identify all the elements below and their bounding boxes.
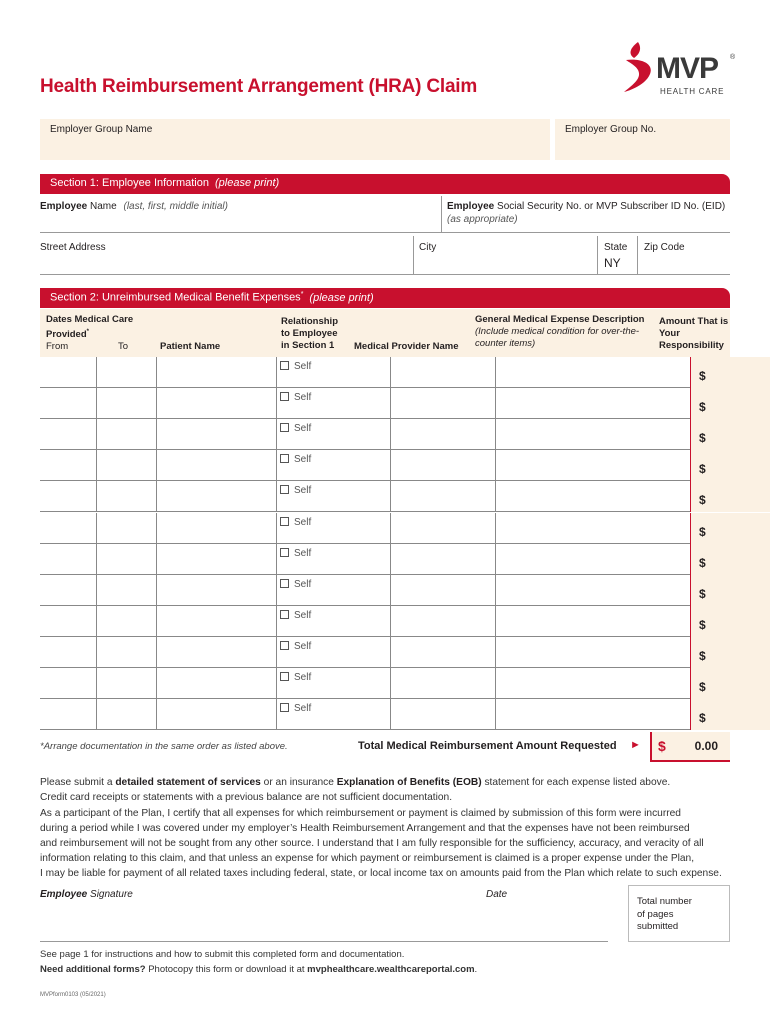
checkbox-icon[interactable] — [280, 423, 289, 432]
employee-id-label-bold: Employee — [447, 201, 495, 212]
instr-text: or an insurance — [260, 777, 337, 788]
table-row — [40, 699, 730, 730]
self-label: Self — [294, 392, 312, 404]
currency-symbol: $ — [699, 680, 706, 694]
cell-divider — [156, 544, 157, 575]
cell-divider — [276, 637, 277, 668]
table-row — [40, 419, 730, 450]
total-amount-value: 0.00 — [694, 739, 718, 753]
section2-title: Section 2: Unreimbursed Medical Benefit Expenses — [50, 291, 301, 304]
cert-line: and reimbursement will not be sought from any other source. I understand that I am fully responsible for the sufficiency, accuracy, and veracity of all — [40, 838, 704, 849]
table-row — [40, 668, 730, 699]
employee-name-label-bold: Employee — [40, 201, 88, 212]
checkbox-icon[interactable] — [280, 641, 289, 650]
cell-divider — [495, 450, 496, 481]
cell-divider — [495, 699, 496, 730]
checkbox-icon[interactable] — [280, 361, 289, 370]
self-label: Self — [294, 672, 312, 683]
col-description-label: General Medical Expense Description — [475, 314, 645, 325]
pages-label: submitted — [637, 921, 679, 932]
submission-instructions — [40, 775, 730, 805]
employee-id-field[interactable] — [447, 200, 732, 226]
checkbox-icon[interactable] — [280, 610, 289, 619]
cell-divider — [156, 699, 157, 730]
footer-bold: Need additional forms? — [40, 964, 146, 975]
total-amount-field[interactable] — [650, 732, 730, 762]
self-checkbox[interactable] — [280, 703, 311, 714]
cert-line: during a period while I was covered under my employer’s Health Reimbursement Arrangement and that the expenses have not been reimbursed — [40, 823, 690, 834]
checkbox-icon[interactable] — [280, 517, 289, 526]
footer-text: . — [474, 964, 478, 975]
cell-divider — [390, 544, 391, 575]
cell-divider — [276, 544, 277, 575]
street-address-field[interactable] — [40, 241, 106, 254]
col-description-hint: (Include medical condition for over-the-counter items) — [475, 326, 640, 349]
col-dates-sup: * — [86, 329, 89, 335]
city-field[interactable] — [419, 241, 436, 254]
divider — [40, 232, 730, 233]
logo-subtext: HEALTH CARE — [660, 87, 725, 96]
cell-divider — [156, 357, 157, 388]
zip-code-field[interactable] — [644, 241, 685, 254]
checkbox-icon[interactable] — [280, 485, 289, 494]
table-row — [40, 544, 730, 575]
self-label: Self — [294, 423, 312, 435]
street-address-label: Street Address — [40, 242, 106, 253]
self-label: Self — [294, 640, 312, 652]
amount-field[interactable] — [690, 450, 770, 481]
cell-divider — [156, 450, 157, 481]
col-relationship-header: Relationship to Employee in Section 1 — [281, 316, 339, 351]
self-checkbox[interactable] — [280, 361, 311, 372]
self-label: Self — [294, 703, 312, 715]
employee-id-label: Social Security No. or MVP Subscriber ID No. (EID) — [494, 201, 726, 212]
cell-divider — [276, 575, 277, 606]
amount-field[interactable] — [690, 668, 770, 699]
date-field[interactable] — [486, 889, 507, 900]
currency-symbol: $ — [699, 617, 706, 632]
total-label: Total Medical Reimbursement Amount Requested — [358, 740, 617, 752]
cell-divider — [495, 575, 496, 606]
self-checkbox[interactable] — [280, 517, 311, 528]
checkbox-icon[interactable] — [280, 392, 289, 401]
table-row — [40, 637, 730, 668]
instr-bold: detailed statement of services — [115, 777, 261, 788]
section1-title: Section 1: Employee Information — [50, 177, 209, 189]
footnote: *Arrange documentation in the same order as listed above. — [40, 741, 288, 752]
arrow-right-icon: ► — [630, 739, 641, 751]
currency-symbol: $ — [699, 586, 706, 601]
amount-field[interactable] — [690, 699, 770, 730]
divider — [441, 196, 442, 232]
amount-field[interactable] — [690, 606, 770, 637]
cell-divider — [156, 388, 157, 419]
table-row — [40, 513, 730, 544]
logo-text: MVP — [656, 52, 719, 85]
cell-divider — [390, 388, 391, 419]
table-row — [40, 481, 730, 512]
col-amount-header: Amount That is Your Responsibility — [659, 316, 729, 351]
cell-divider — [96, 606, 97, 637]
divider — [637, 236, 638, 274]
cell-divider — [495, 419, 496, 450]
self-label: Self — [294, 547, 312, 559]
cell-divider — [495, 388, 496, 419]
state-label: State — [604, 242, 628, 253]
cell-divider — [390, 637, 391, 668]
cell-divider — [96, 419, 97, 450]
section2-note: (please print) — [309, 291, 374, 304]
cell-divider — [390, 513, 391, 544]
cert-line: information relating to this claim, and that unless an expense for which payment or reimbursement is claimed is a proper expense under the Plan, — [40, 853, 695, 864]
cell-divider — [276, 450, 277, 481]
cell-divider — [96, 668, 97, 699]
col-description-header — [475, 314, 650, 350]
logo-registered-mark: ® — [730, 54, 736, 61]
self-checkbox[interactable] — [280, 423, 311, 434]
cell-divider — [276, 481, 277, 512]
table-row — [40, 575, 730, 606]
cell-divider — [96, 388, 97, 419]
cell-divider — [96, 450, 97, 481]
cell-divider — [276, 699, 277, 730]
cell-divider — [495, 606, 496, 637]
self-label: Self — [294, 361, 312, 372]
employee-id-hint: (as appropriate) — [447, 214, 518, 225]
employer-group-no-label: Employer Group No. — [565, 124, 657, 135]
date-label: Date — [486, 889, 508, 900]
cell-divider — [156, 637, 157, 668]
cell-divider — [276, 668, 277, 699]
checkbox-icon[interactable] — [280, 703, 289, 712]
footer-text: Photocopy this form or download it at — [145, 964, 308, 975]
employer-group-name-label: Employer Group Name — [50, 124, 153, 135]
page-title: Health Reimbursement Arrangement (HRA) Claim — [40, 76, 478, 97]
signature-line — [40, 941, 608, 942]
cell-divider — [96, 513, 97, 544]
cell-divider — [495, 481, 496, 512]
col-from-header: From — [46, 341, 69, 352]
pages-label: of pages — [637, 908, 674, 920]
col-provider-header: Medical Provider Name — [354, 341, 459, 352]
cell-divider — [156, 606, 157, 637]
employee-name-label: Name — [87, 201, 117, 212]
cell-divider — [390, 450, 391, 481]
state-value: NY — [604, 256, 621, 270]
checkbox-icon[interactable] — [280, 548, 289, 557]
instr-text: Please submit a — [40, 777, 116, 788]
self-checkbox[interactable] — [280, 485, 311, 496]
form-number: MVPform0103 (05/2021) — [40, 992, 106, 998]
cert-line: I may be liable for payment of all related taxes including federal, state, or local income tax on amounts paid from the Plan which relate to such expense. — [40, 868, 722, 879]
self-checkbox[interactable] — [280, 392, 311, 403]
checkbox-icon[interactable] — [280, 454, 289, 463]
table-row — [40, 357, 730, 388]
employee-name-hint: (last, first, middle initial) — [123, 201, 228, 212]
cell-divider — [276, 388, 277, 419]
col-to-header: To — [118, 341, 129, 352]
section1-header — [40, 174, 730, 194]
cell-divider — [156, 481, 157, 512]
self-checkbox[interactable] — [280, 610, 311, 621]
currency-symbol: $ — [699, 648, 706, 663]
footer-instructions: See page 1 for instructions and how to submit this completed form and documentation. — [40, 949, 405, 960]
employer-group-name-field[interactable] — [40, 119, 550, 160]
divider — [413, 236, 414, 274]
cell-divider — [276, 606, 277, 637]
employer-group-no-field[interactable] — [555, 119, 730, 160]
section2-header — [40, 288, 730, 308]
cell-divider — [390, 419, 391, 450]
download-link[interactable]: mvphealthcare.wealthcareportal.com — [307, 964, 475, 975]
amount-field[interactable] — [690, 481, 770, 512]
checkbox-icon[interactable] — [280, 672, 289, 681]
self-checkbox[interactable] — [280, 579, 311, 590]
signature-label: Signature — [87, 889, 133, 900]
currency-symbol: $ — [699, 462, 706, 477]
self-checkbox[interactable] — [280, 548, 311, 559]
cell-divider — [156, 668, 157, 699]
currency-symbol: $ — [699, 400, 706, 415]
col-dates-label: Dates Medical Care Provided — [46, 314, 134, 341]
cell-divider — [96, 481, 97, 512]
currency-symbol: $ — [699, 524, 706, 539]
cell-divider — [276, 513, 277, 544]
footer-forms — [40, 963, 477, 977]
table-row — [40, 450, 730, 481]
cell-divider — [495, 637, 496, 668]
cell-divider — [390, 481, 391, 512]
col-patient-header: Patient Name — [160, 341, 221, 352]
cell-divider — [495, 357, 496, 388]
col-dates-header — [46, 314, 141, 341]
city-label: City — [419, 242, 437, 253]
instr-text: Credit card receipts or statements with a previous balance are not sufficient documentation. — [40, 792, 453, 803]
self-label: Self — [294, 516, 312, 528]
self-checkbox[interactable] — [280, 641, 311, 652]
cell-divider — [96, 544, 97, 575]
table-row — [40, 606, 730, 637]
employee-name-field[interactable] — [40, 200, 228, 213]
self-checkbox[interactable] — [280, 454, 311, 465]
cell-divider — [495, 668, 496, 699]
cell-divider — [390, 575, 391, 606]
cell-divider — [156, 419, 157, 450]
section1-note: (please print) — [214, 177, 280, 189]
amount-field[interactable] — [690, 513, 770, 544]
cell-divider — [156, 513, 157, 544]
currency-symbol: $ — [699, 555, 706, 570]
signature-label-bold: Employee — [40, 889, 88, 900]
cell-divider — [96, 357, 97, 388]
cell-divider — [390, 606, 391, 637]
cell-divider — [96, 575, 97, 606]
cell-divider — [495, 544, 496, 575]
currency-symbol: $ — [699, 369, 706, 383]
cell-divider — [390, 357, 391, 388]
total-row — [40, 732, 730, 762]
amount-field[interactable] — [690, 419, 770, 450]
cell-divider — [156, 575, 157, 606]
cell-divider — [96, 637, 97, 668]
table-row — [40, 388, 730, 419]
amount-field[interactable] — [690, 544, 770, 575]
self-label: Self — [294, 578, 312, 590]
cell-divider — [390, 699, 391, 730]
zip-code-label: Zip Code — [644, 242, 685, 253]
amount-field[interactable] — [690, 357, 770, 388]
cell-divider — [276, 419, 277, 450]
self-label: Self — [294, 454, 312, 466]
checkbox-icon[interactable] — [280, 579, 289, 588]
mvp-logo — [620, 40, 735, 100]
total-currency: $ — [658, 738, 666, 754]
cert-line: As a participant of the Plan, I certify that all expenses for which reimbursement or payment is claimed by submission of this form were incurred — [40, 808, 681, 819]
cell-divider — [96, 699, 97, 730]
instr-bold: Explanation of Benefits (EOB) — [336, 777, 482, 788]
total-pages-field[interactable] — [628, 885, 730, 942]
instr-text: statement for each expense listed above. — [481, 777, 671, 788]
currency-symbol: $ — [699, 431, 706, 446]
divider — [40, 274, 730, 275]
cell-divider — [276, 357, 277, 388]
divider — [597, 236, 598, 274]
currency-symbol: $ — [699, 493, 706, 508]
cell-divider — [495, 513, 496, 544]
certification-text — [40, 806, 730, 881]
amount-field[interactable] — [690, 575, 770, 606]
self-label: Self — [294, 485, 312, 497]
amount-field[interactable] — [690, 637, 770, 668]
section2-title-sup: * — [300, 291, 304, 298]
mvp-logo-icon — [620, 40, 660, 96]
self-checkbox[interactable] — [280, 672, 311, 683]
pages-label: Total number — [637, 896, 692, 907]
self-label: Self — [294, 609, 312, 621]
currency-symbol: $ — [699, 711, 706, 726]
cell-divider — [390, 668, 391, 699]
employee-signature-field[interactable] — [40, 889, 133, 900]
state-field[interactable] — [604, 241, 627, 272]
amount-field[interactable] — [690, 388, 770, 419]
